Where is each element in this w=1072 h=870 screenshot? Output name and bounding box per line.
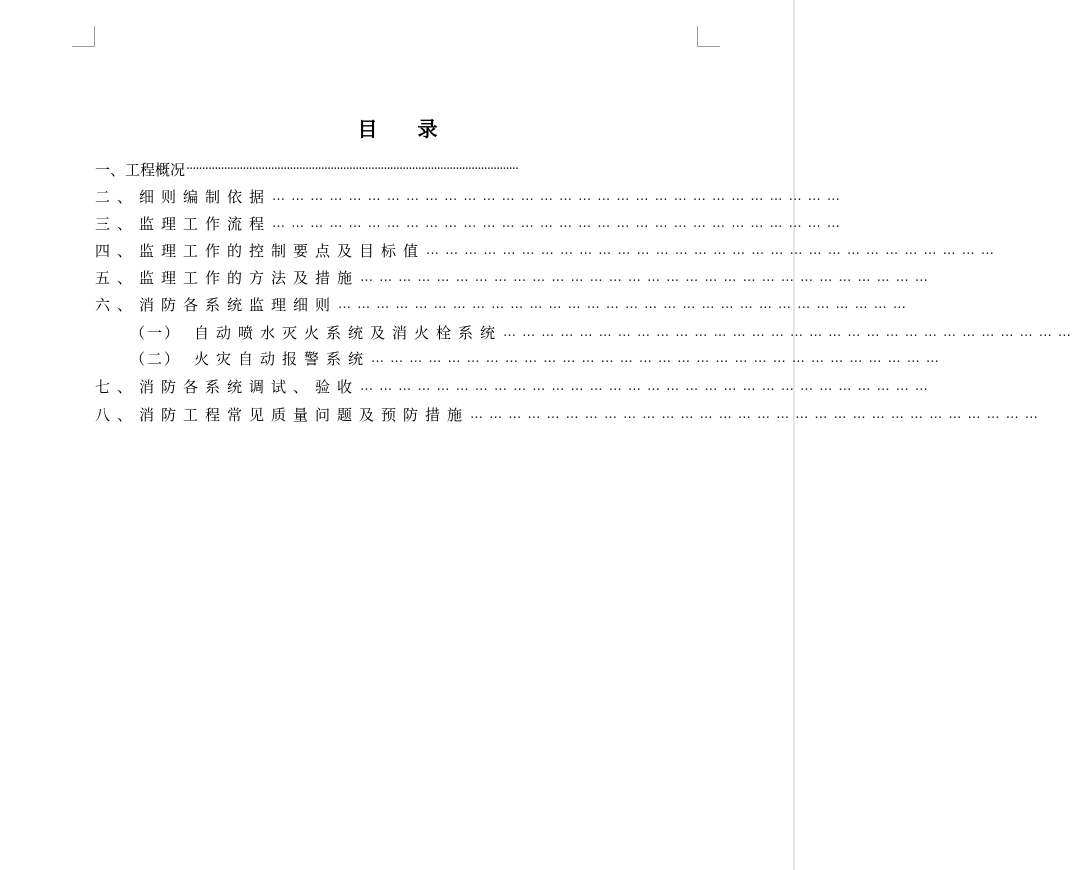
toc-leader: … … … … … … … … … … … … … … … … … … … … … … … … … … … … … … (470, 407, 1039, 422)
toc-title: 目 录 (357, 117, 438, 141)
toc-entry-1[interactable] (95, 156, 682, 180)
toc-entry-label: 三、监理工作流程 (95, 215, 272, 233)
toc-leader: … … … … … … … … … … … … … … … … … … … … … … … … … … … … … … (371, 351, 940, 366)
toc-entry-label: 四、监理工作的控制要点及目标值 (95, 242, 426, 260)
toc-leader: … … … … … … … … … … … … … … … … … … … … … … … … … … … … … … (338, 297, 907, 312)
toc-leader: … … … … … … … … … … … … … … … … … … … … … … … … … … … … … … (360, 270, 929, 285)
toc-entry-number: （二） (130, 350, 182, 368)
toc-entry-label: 八、消防工程常见质量问题及预防措施 (95, 406, 470, 424)
toc-entry-5[interactable] (95, 264, 929, 288)
toc-entry-label: 一、工程概况 (95, 161, 186, 179)
toc-entry-4[interactable] (95, 237, 995, 261)
toc-entry-label: 二、细则编制依据 (95, 188, 272, 206)
toc-entry-3[interactable] (95, 210, 841, 234)
toc-entry-2[interactable] (95, 183, 841, 207)
crop-mark-top-left (72, 26, 95, 47)
toc-entry-7[interactable] (95, 373, 929, 397)
toc-leader: ·········································································································· (186, 162, 519, 177)
toc-leader: … … … … … … … … … … … … … … … … … … … … … … … … … … … … … … (272, 216, 841, 231)
toc-leader: … … … … … … … … … … … … … … … … … … … … … … … … … … … … … … (360, 379, 929, 394)
toc-leader: … … … … … … … … … … … … … … … … … … … … … … … … … … … … … … (272, 189, 841, 204)
toc-entry-label: 六、消防各系统监理细则 (95, 296, 338, 314)
toc-entry-label: 七、消防各系统调试、验收 (95, 378, 360, 396)
crop-mark-top-right (697, 26, 720, 47)
toc-entry-label: 五、监理工作的方法及措施 (95, 269, 360, 287)
toc-entry-6-2[interactable] (130, 345, 940, 369)
toc-entry-label: 火灾自动报警系统 (194, 350, 371, 368)
toc-entry-number: （一） (130, 324, 182, 342)
toc-entry-6[interactable] (95, 291, 907, 315)
toc-leader: … … … … … … … … … … … … … … … … … … … … … … … … … … … … … … (426, 243, 995, 258)
toc-entry-6-1[interactable] (130, 319, 1072, 343)
toc-leader: … … … … … … … … … … … … … … … … … … … … … … … … … … … … … … (503, 325, 1072, 340)
toc-entry-8[interactable] (95, 401, 1039, 425)
toc-entry-label: 自动喷水灭火系统及消火栓系统 (194, 324, 503, 342)
